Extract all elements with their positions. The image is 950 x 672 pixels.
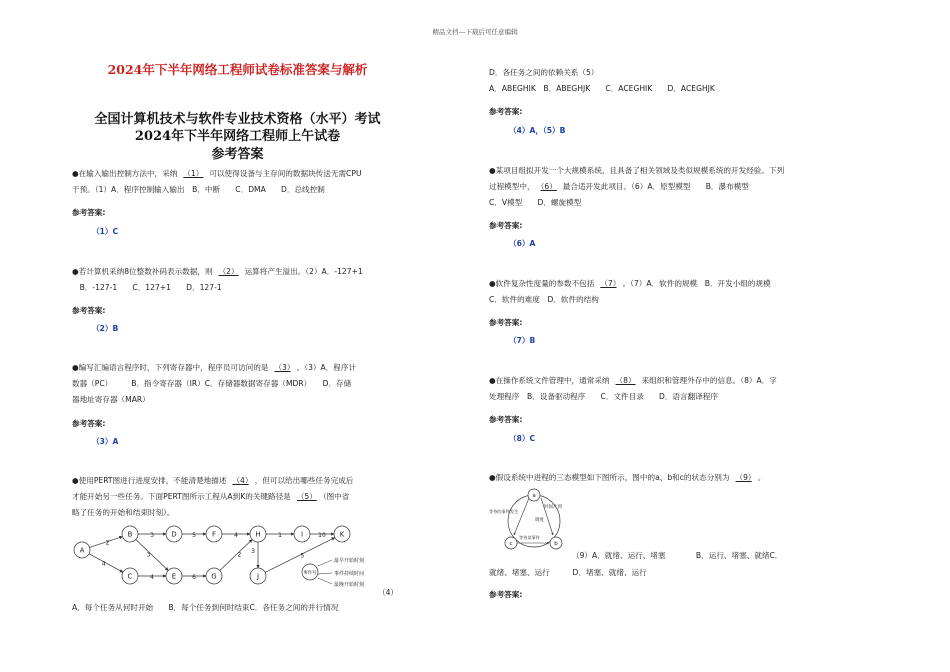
q3-answer-label: 参考答案: xyxy=(72,419,106,428)
q1-answer-label: 参考答案: xyxy=(72,208,106,217)
pert-edge-G-H xyxy=(220,540,252,571)
legend-duration: 事件持续时间 xyxy=(334,571,365,577)
q4-options-4d: D．各任务之间的依赖关系（5） xyxy=(489,68,599,77)
pert-edge-weight-H-J: 3 xyxy=(251,548,255,555)
label-schedule: 调度 xyxy=(535,518,544,523)
q6-line1: ●某项目组拟开发一个大规模系统，且具备了相关领域及类似规模系统的开发经验。下列 xyxy=(489,166,785,175)
document-title: 2024年下半年网络工程师试卷标准答案与解析 xyxy=(107,62,368,77)
pert-legend xyxy=(302,557,364,588)
state-node-c xyxy=(505,537,517,549)
legend-node-text: 事件号 xyxy=(303,571,317,576)
label-event-occurs: 等待的事件发生 xyxy=(489,509,519,514)
q1-line2: 干预。（1）A．程序控制输入输出 B．中断 C．DMA D．总线控制 xyxy=(72,185,325,194)
q1-answer: （1）C xyxy=(92,227,119,236)
pert-edge-weight-E-G: 6 xyxy=(192,574,196,581)
legend-earliest: 最早开始时刻 xyxy=(334,558,365,564)
pert-edge-weight-D-F: 5 xyxy=(192,532,196,539)
q4-line2: 才能开始另一些任务。下面PERT图所示工程从A到K的关键路径是 （5） （图中省 xyxy=(72,492,350,501)
q8-answer-label: 参考答案: xyxy=(489,415,523,424)
q2-line2: B．-127-1 C．127+1 D．127-1 xyxy=(72,283,222,292)
page-header: 精品文档---下载后可任意编辑 xyxy=(432,28,518,36)
pert-edge-weight-B-E: 3 xyxy=(146,551,151,559)
pert-node-label-F: F xyxy=(211,530,217,539)
q4-line1: ●使用PERT图进行进度安排，不能清楚地描述 （4） ，但可以给出哪些任务完成后 xyxy=(72,476,354,485)
pert-edge-weight-A-C: 4 xyxy=(101,560,106,568)
q9-options-line2: 就绪、堵塞、运行 D．堵塞、就绪、运行 xyxy=(489,568,647,577)
pert-edge-weight-C-E: 4 xyxy=(150,574,154,581)
pert-node-label-G: G xyxy=(211,572,217,581)
q3-line3: 器地址寄存器（MAR） xyxy=(72,395,150,404)
q4-answer-label: 参考答案: xyxy=(489,107,523,116)
q6-line3: C．V模型 D．螺旋模型 xyxy=(489,198,582,207)
pert-node-label-C: C xyxy=(127,572,133,581)
pert-edge-weight-G-H: 2 xyxy=(237,551,242,559)
q7-line1: ●软件复杂性度量的参数不包括 （7） 。（7）A．软件的规模 B．开发小组的规模 xyxy=(489,279,771,288)
q7-answer: （7）B xyxy=(509,336,536,345)
svg-text:b: b xyxy=(554,541,558,547)
q9-options-line1: （9）A．就绪、运行、堵塞 B．运行、堵塞、就绪C． xyxy=(572,551,783,560)
exam-title-line3: 参考答案 xyxy=(211,147,264,162)
pert-node-label-H: H xyxy=(255,530,261,539)
pert-node-label-B: B xyxy=(127,530,133,539)
q6-answer: （6）A xyxy=(509,239,536,248)
pert-node-label-K: K xyxy=(339,530,345,539)
q4-answer: （4）A，（5）B xyxy=(509,126,566,135)
legend-latest: 最晚开始时刻 xyxy=(334,582,365,588)
pert-node-label-E: E xyxy=(171,572,177,581)
q5-options: A．ABEGHIK B．ABEGHJK C．ACEGHIK D．ACEGHJK xyxy=(489,84,715,93)
q4-number: （4） xyxy=(378,588,399,597)
q3-line2: 数器（PC） B．指令寄存器（IR）C．存储器数据寄存器（MDR） D．存储 xyxy=(72,379,352,388)
q2-answer: （2）B xyxy=(92,324,119,333)
q4-options-4: A．每个任务从何时开始 B．每个任务到何时结束C．各任务之间的并行情况 xyxy=(72,603,339,612)
pert-edge-weight-H-I: 1 xyxy=(278,532,282,539)
process-state-diagram xyxy=(489,483,579,558)
label-wait-event: 等待某事件 xyxy=(519,535,540,540)
state-node-a xyxy=(528,489,540,501)
q1-line1: ●在输入输出控制方法中，采纳 （1） 可以使得设备与主存间的数据块传送无需CPU xyxy=(72,169,362,178)
exam-title-line2: 2024年下半年网络工程师上午试卷 xyxy=(134,129,341,144)
q3-answer: （3）A xyxy=(92,437,119,446)
pert-node-label-D: D xyxy=(171,530,177,539)
svg-text:c: c xyxy=(509,541,513,547)
q6-line2: 过程模型中， （6） 最合适开发此项目。（6）A．原型模型 B．瀑布模型 xyxy=(489,182,749,191)
pert-node-label-A: A xyxy=(79,546,85,555)
q4-line3: 略了任务的开始和结束时刻）。 xyxy=(72,508,175,517)
svg-text:a: a xyxy=(532,493,536,499)
pert-edge-A-C xyxy=(89,554,123,572)
q8-answer: （8）C xyxy=(509,434,536,443)
q7-line2: C．软件的难度 D．软件的结构 xyxy=(489,295,599,304)
exam-title-line1: 全国计算机技术与软件专业技术资格（水平）考试 xyxy=(94,112,381,127)
q8-line2: 处理程序 B．设备驱动程序 C．文件目录 D．语言翻译程序 xyxy=(489,392,718,401)
q9-answer-label: 参考答案: xyxy=(489,590,523,599)
pert-edge-weight-F-H: 4 xyxy=(234,532,238,539)
pert-edge-weight-A-B: 2 xyxy=(105,539,110,547)
state-node-b xyxy=(550,537,562,549)
pert-edge-weight-I-K: 10 xyxy=(318,532,326,539)
q6-answer-label: 参考答案: xyxy=(489,221,523,230)
q7-answer-label: 参考答案: xyxy=(489,318,523,327)
q9-line1: ●假设系统中进程的三态模型如下图所示，图中的a、b和c的状态分别为 （9） 。 xyxy=(489,473,766,482)
pert-edge-weight-J-K: 5 xyxy=(300,552,305,560)
q2-line1: ●若计算机采纳8位整数补码表示数据，则 （2） 运算将产生溢出。（2）A．-127+1 xyxy=(72,267,363,276)
pert-edge-B-E xyxy=(136,540,168,571)
pert-diagram xyxy=(70,520,390,600)
pert-edge-weight-B-D: 3 xyxy=(150,532,154,539)
pert-node-label-J: J xyxy=(256,572,260,581)
q2-answer-label: 参考答案: xyxy=(72,306,106,315)
pert-node-label-I: I xyxy=(300,530,304,539)
q8-line1: ●在操作系统文件管理中，通常采纳 （8） 来组织和管理外存中的信息。（8）A．字 xyxy=(489,376,777,385)
label-time-slice: 时间片到 xyxy=(544,505,562,510)
q3-line1: ●编写汇编语言程序时，下列寄存器中，程序员可访问的是 （3） 。（3）A．程序计 xyxy=(72,363,357,372)
